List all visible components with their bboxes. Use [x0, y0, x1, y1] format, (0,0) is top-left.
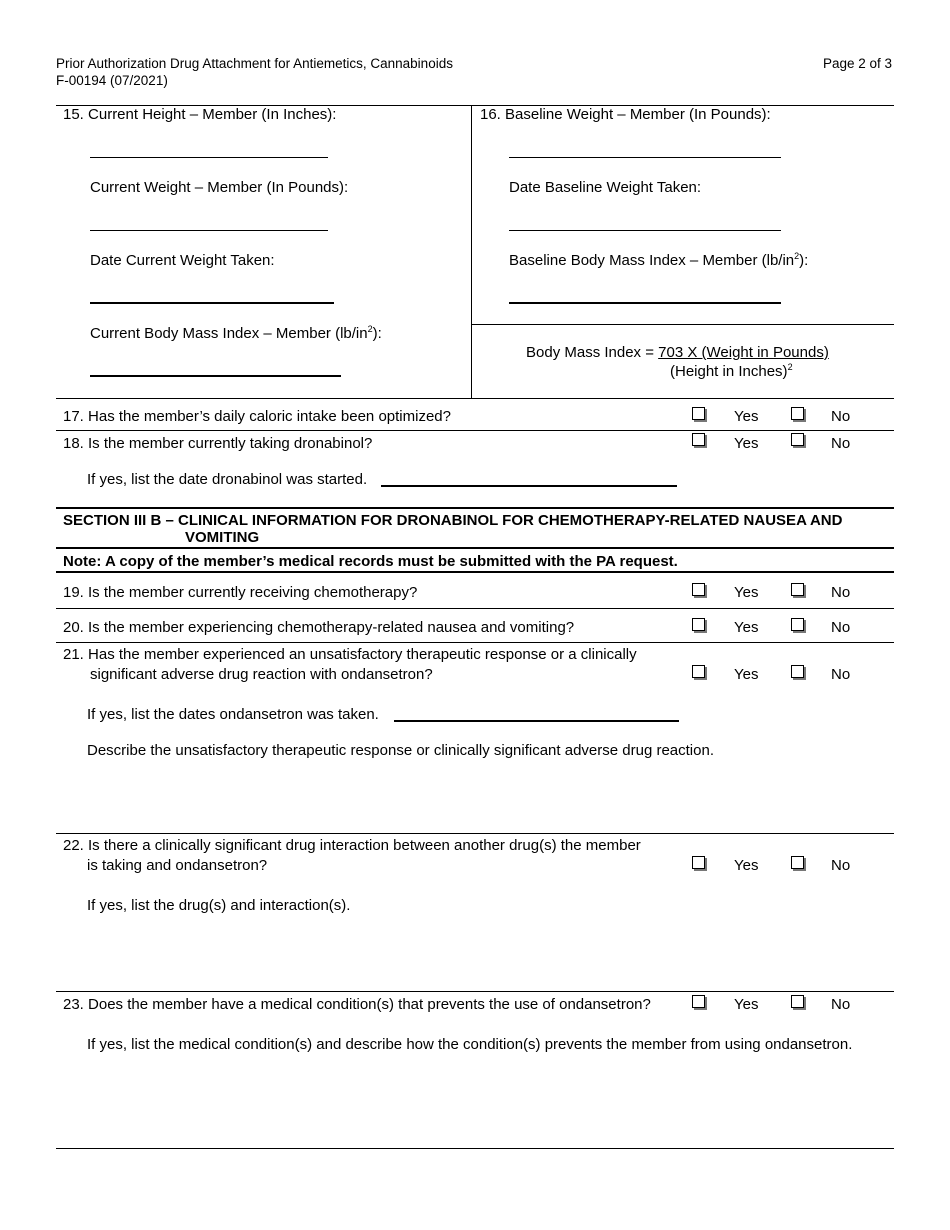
baseline-bmi-field[interactable] — [509, 302, 781, 304]
q21-yes-checkbox[interactable] — [692, 665, 705, 678]
divider — [56, 608, 894, 609]
yes-label: Yes — [734, 857, 759, 874]
baseline-bmi-label: Baseline Body Mass Index – Member $(lb/in^2)$: — [509, 251, 809, 269]
q15-height-label: 15. Current Height – Member (In Inches): — [63, 106, 337, 123]
date-current-weight-field[interactable] — [90, 302, 334, 304]
no-label: No — [831, 666, 851, 683]
q21-text-line1: 21. Has the member experienced an unsatisfactory therapeutic response or a clinically — [63, 646, 637, 663]
section-title-line2: VOMITING — [185, 529, 260, 546]
page-label: Page 2 of 3 — [823, 56, 893, 71]
ondansetron-dates-field[interactable] — [394, 720, 679, 722]
q22-followup: If yes, list the drug(s) and interaction(s). — [87, 897, 351, 914]
q17-no-checkbox[interactable] — [791, 407, 804, 420]
form-title: Prior Authorization Drug Attachment for Antiemetics, Cannabinoids — [56, 56, 453, 71]
q18-yes-checkbox[interactable] — [692, 433, 705, 446]
divider — [56, 507, 894, 509]
yes-label: Yes — [734, 435, 759, 452]
divider — [56, 833, 894, 834]
no-label: No — [831, 435, 851, 452]
q23-text: 23. Does the member have a medical condition(s) that prevents the use of ondansetron? — [63, 996, 651, 1013]
divider — [56, 430, 894, 431]
q23-no-checkbox[interactable] — [791, 995, 804, 1008]
column-divider — [471, 105, 472, 398]
dronabinol-start-date-field[interactable] — [381, 485, 677, 487]
section-title: SECTION III B – CLINICAL INFORMATION FOR DRONABINOL FOR CHEMOTHERAPY-RELATED NAUSEA AND — [63, 512, 843, 529]
date-baseline-label: Date Baseline Weight Taken: — [509, 179, 702, 196]
current-bmi-field[interactable] — [90, 375, 341, 377]
q21-followup-dates: If yes, list the dates ondansetron was taken. — [87, 706, 379, 723]
current-bmi-label: Current Body Mass Index – Member $(lb/in^2)$: — [90, 324, 382, 342]
form-number: F-00194 (07/2021) — [56, 73, 168, 88]
no-label: No — [831, 619, 851, 636]
divider — [471, 324, 894, 325]
yes-label: Yes — [734, 408, 759, 425]
divider — [56, 642, 894, 643]
divider — [56, 571, 894, 573]
q22-text-line1: 22. Is there a clinically significant drug interaction between another drug(s) the member — [63, 837, 641, 854]
q23-followup: If yes, list the medical condition(s) and describe how the condition(s) prevents the member from using ondansetron. — [87, 1036, 853, 1053]
q21-no-checkbox[interactable] — [791, 665, 804, 678]
q20-yes-checkbox[interactable] — [692, 618, 705, 631]
q18-followup: If yes, list the date dronabinol was started. — [87, 471, 368, 488]
divider — [56, 991, 894, 992]
q17-text: 17. Has the member’s daily caloric intake been optimized? — [63, 408, 451, 425]
no-label: No — [831, 996, 851, 1013]
divider — [56, 1148, 894, 1149]
yes-label: Yes — [734, 666, 759, 683]
yes-label: Yes — [734, 619, 759, 636]
q22-yes-checkbox[interactable] — [692, 856, 705, 869]
q20-text: 20. Is the member experiencing chemotherapy-related nausea and vomiting? — [63, 619, 575, 636]
q18-no-checkbox[interactable] — [791, 433, 804, 446]
divider — [56, 547, 894, 549]
q22-no-checkbox[interactable] — [791, 856, 804, 869]
q18-text: 18. Is the member currently taking dronabinol? — [63, 435, 373, 452]
note-text: Note: A copy of the member’s medical records must be submitted with the PA request. — [63, 553, 678, 570]
q19-no-checkbox[interactable] — [791, 583, 804, 596]
q20-no-checkbox[interactable] — [791, 618, 804, 631]
q17-yes-checkbox[interactable] — [692, 407, 705, 420]
q23-yes-checkbox[interactable] — [692, 995, 705, 1008]
no-label: No — [831, 857, 851, 874]
yes-label: Yes — [734, 996, 759, 1013]
current-weight-label: Current Weight – Member (In Pounds): — [90, 179, 349, 196]
q21-text-line2: significant adverse drug reaction with ondansetron? — [90, 666, 433, 683]
bmi-formula-denominator: (Height in Inches)$^2$ — [670, 362, 793, 380]
yes-label: Yes — [734, 584, 759, 601]
bmi-formula: Body Mass Index = 703 X (Weight in Pounds) — [526, 344, 829, 361]
current-height-field[interactable] — [90, 157, 328, 158]
no-label: No — [831, 584, 851, 601]
q16-baseline-weight-label: 16. Baseline Weight – Member (In Pounds): — [480, 106, 771, 123]
q19-text: 19. Is the member currently receiving chemotherapy? — [63, 584, 418, 601]
current-weight-field[interactable] — [90, 230, 328, 231]
q19-yes-checkbox[interactable] — [692, 583, 705, 596]
q22-text-line2: is taking and ondansetron? — [87, 857, 268, 874]
divider — [56, 398, 894, 399]
baseline-weight-field[interactable] — [509, 157, 781, 158]
date-baseline-field[interactable] — [509, 230, 781, 231]
date-current-weight-label: Date Current Weight Taken: — [90, 252, 275, 269]
q21-followup-describe: Describe the unsatisfactory therapeutic response or clinically significant adverse drug reaction. — [87, 742, 714, 759]
no-label: No — [831, 408, 851, 425]
